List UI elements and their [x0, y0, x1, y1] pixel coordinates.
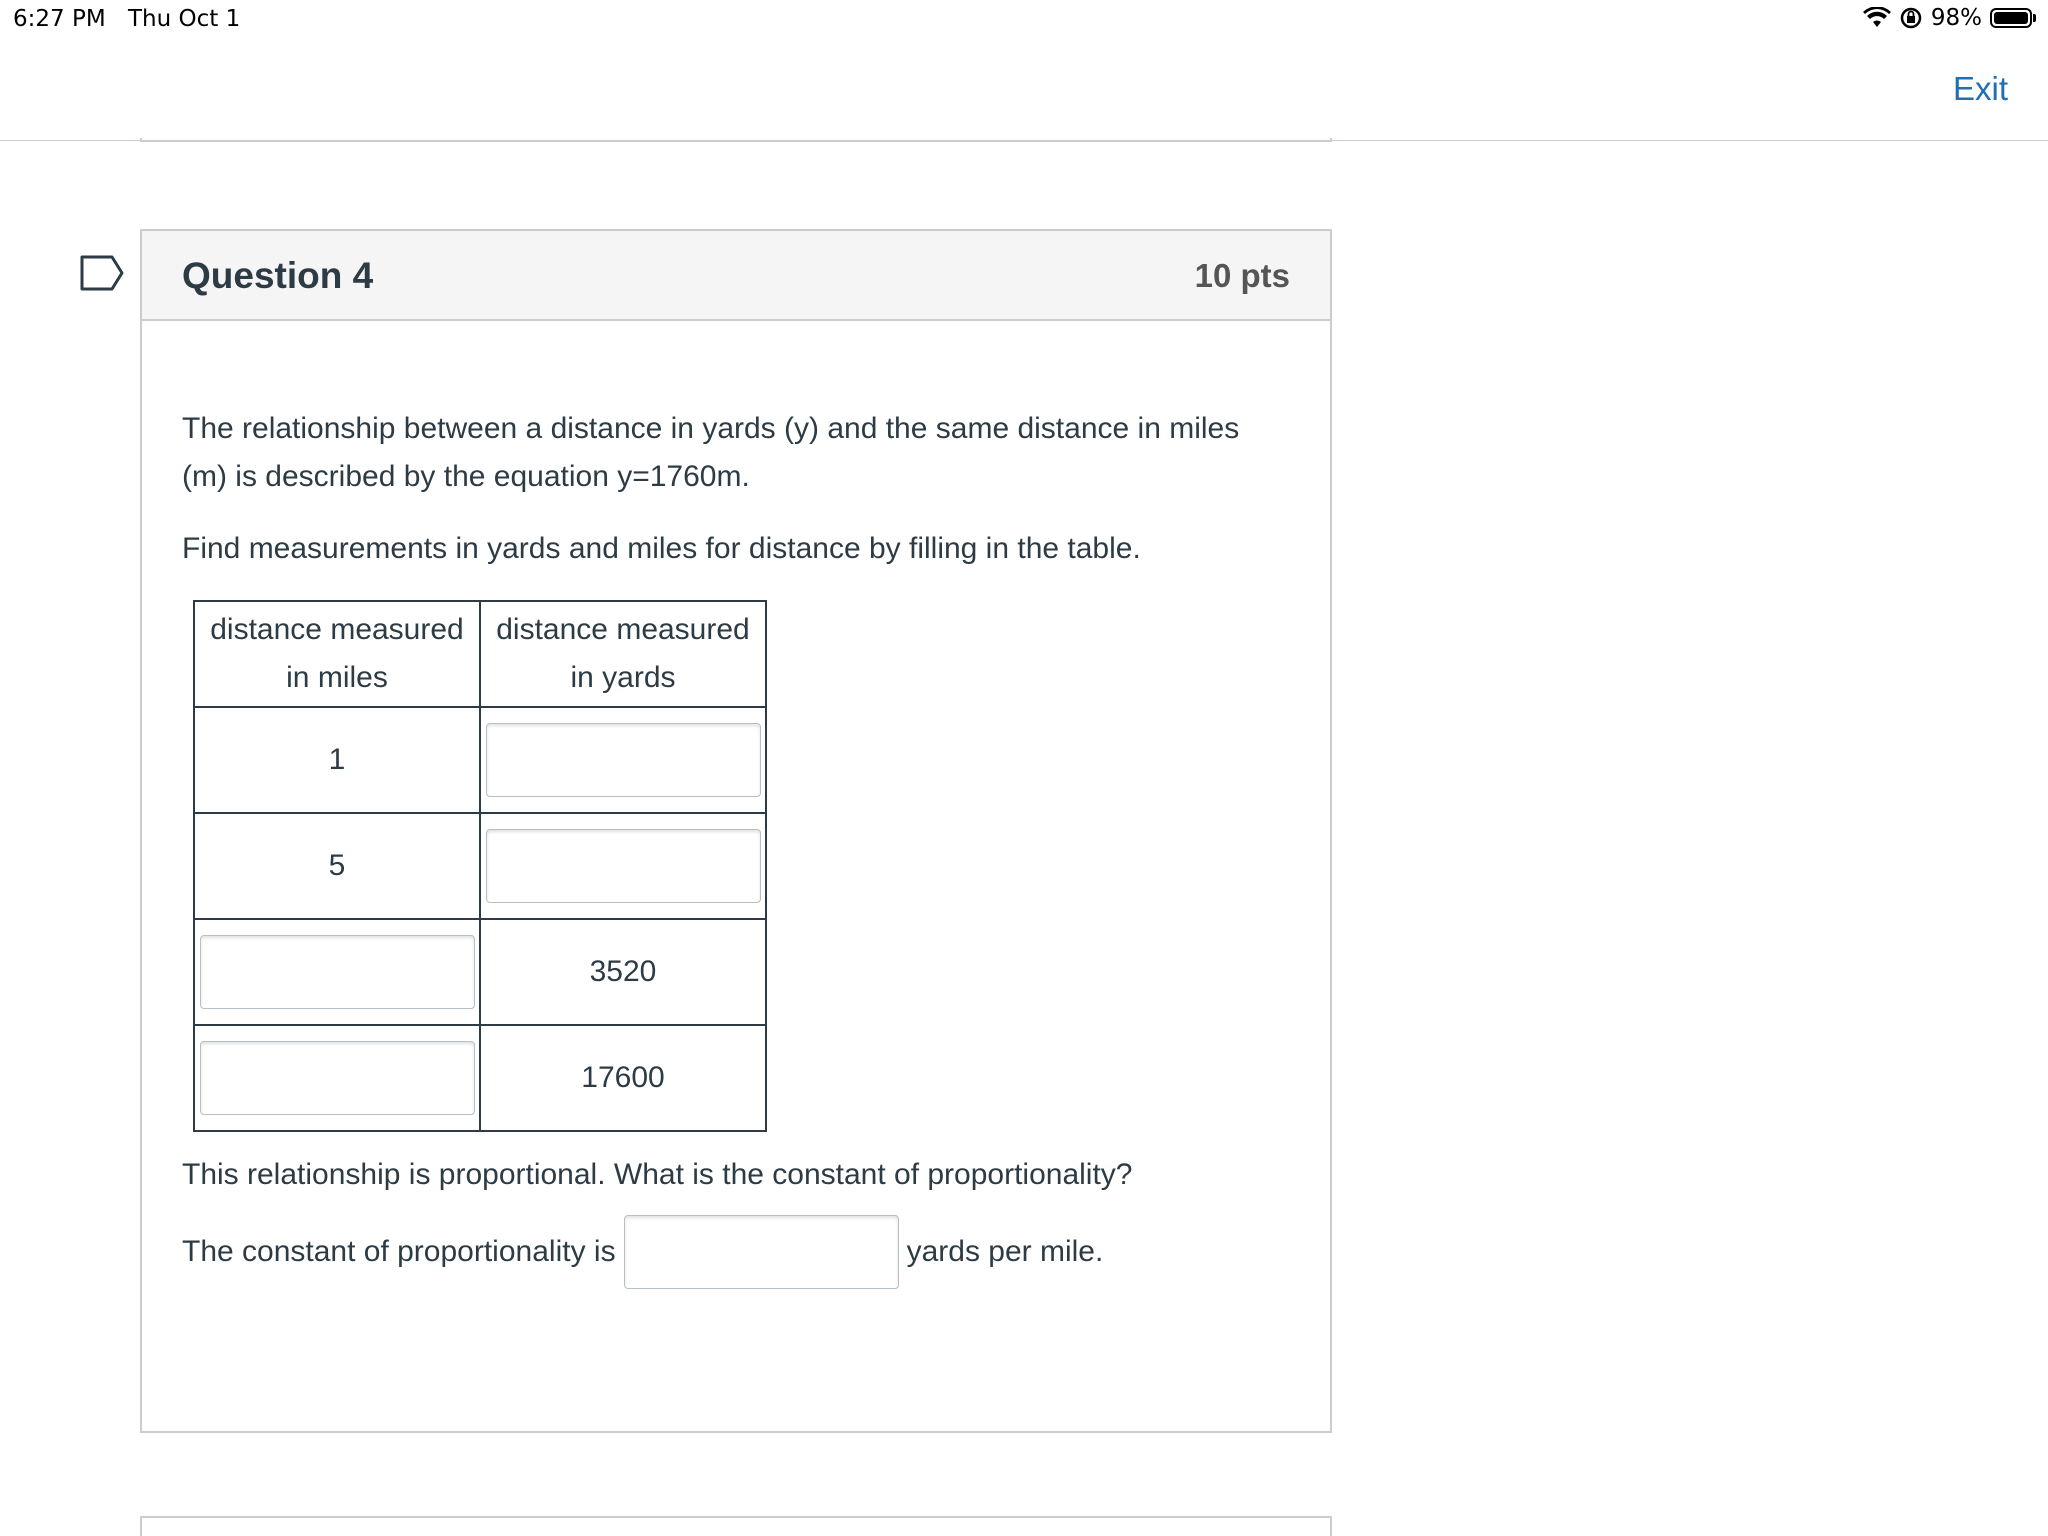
constant-prefix-text: The constant of proportionality is — [182, 1235, 616, 1268]
exit-button[interactable]: Exit — [1952, 70, 2008, 107]
column-header-yards: distance measured in yards — [480, 601, 766, 707]
previous-question-card-edge — [140, 138, 1332, 142]
table-row — [194, 707, 766, 813]
next-question-card-edge — [140, 1516, 1332, 1536]
constant-answer-input[interactable] — [624, 1215, 899, 1289]
column-header-miles: distance measured in miles — [194, 601, 480, 707]
question-text-relationship: The relationship between a distance in yards (y) and the same distance in miles (m) is described by the equation y=1760m. — [182, 412, 1240, 493]
status-date: Thu Oct 1 — [128, 6, 241, 32]
question-card — [140, 229, 1332, 1433]
wifi-icon — [1863, 7, 1891, 29]
table-cell-yards: 17600 — [480, 1025, 766, 1131]
battery-icon — [1990, 8, 2036, 28]
status-time: 6:27 PM — [13, 6, 106, 32]
constant-answer-line — [182, 1214, 1103, 1290]
miles-answer-input[interactable] — [200, 935, 475, 1009]
yards-answer-input[interactable] — [486, 829, 761, 903]
question-points: 10 pts — [1194, 257, 1290, 294]
question-header — [142, 231, 1330, 321]
table-row — [194, 813, 766, 919]
orientation-lock-icon — [1899, 6, 1923, 30]
table-header-row — [194, 601, 766, 707]
miles-answer-input[interactable] — [200, 1041, 475, 1115]
table-cell-miles — [194, 1025, 480, 1131]
table-cell-yards: 3520 — [480, 919, 766, 1025]
table-row — [194, 1025, 766, 1131]
yards-answer-input[interactable] — [486, 723, 761, 797]
status-bar — [0, 0, 2048, 40]
table-cell-miles: 1 — [194, 707, 480, 813]
table-cell-miles — [194, 919, 480, 1025]
table-cell-yards — [480, 813, 766, 919]
constant-suffix-text: yards per mile. — [906, 1235, 1104, 1268]
conversion-table — [193, 600, 767, 1132]
question-text-proportional: This relationship is proportional. What is the constant of proportionality? — [182, 1158, 1133, 1191]
flag-question-icon[interactable] — [80, 255, 124, 291]
table-row — [194, 919, 766, 1025]
question-title: Question 4 — [182, 255, 374, 296]
status-indicators — [1863, 5, 2036, 31]
table-cell-yards — [480, 707, 766, 813]
top-nav — [0, 40, 2048, 141]
question-text-instructions: Find measurements in yards and miles for distance by filling in the table. — [182, 532, 1141, 565]
battery-percent: 98% — [1930, 5, 1982, 31]
table-cell-miles: 5 — [194, 813, 480, 919]
